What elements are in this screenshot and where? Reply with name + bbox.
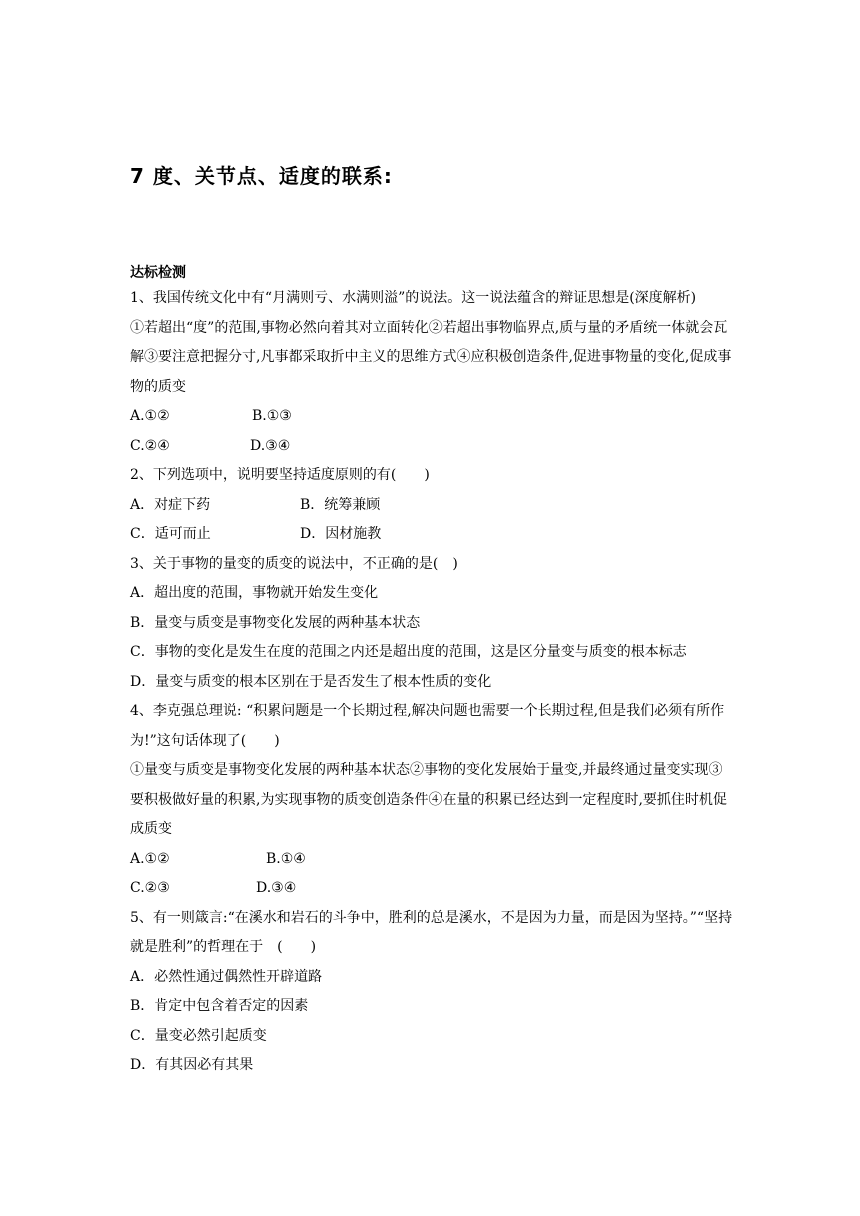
question-3-option-b[interactable]: B．量变与质变是事物变化发展的两种基本状态 (130, 614, 421, 631)
question-2-option-d[interactable]: D．因材施教 (300, 526, 382, 542)
question-1-stem: 1、我国传统文化中有“月满则亏、水满则溢”的说法。这一说法蕴含的辩证思想是(深度解析) (130, 290, 697, 306)
question-1-option-c[interactable]: C.②④ (130, 437, 170, 454)
exercise-content (130, 262, 736, 1081)
question-4-options-row-1 (130, 845, 736, 875)
question-1-statements: ①若超出“度”的范围,事物必然向着其对立面转化②若超出事物临界点,质与量的矛盾统一体就会瓦解③要注意把握分寸,凡事都采取折中主义的思维方式④应积极创造条件,促进事物量的变化,促成事物的质变 (130, 319, 732, 395)
question-1-option-b[interactable]: B.①③ (252, 408, 292, 424)
question-2-stem: 2、下列选项中，说明要坚持适度原则的有( ) (130, 467, 430, 483)
question-2-option-a[interactable]: A．对症下药 (130, 496, 211, 513)
question-2-option-b[interactable]: B．统筹兼顾 (300, 496, 381, 513)
question-4-stem: 4、李克强总理说: “积累问题是一个长期过程,解决问题也需要一个长期过程,但是我们必须有所作为!”这句话体现了( ) (130, 703, 725, 749)
question-4-option-b[interactable]: B.①④ (266, 850, 306, 867)
question-1-option-d[interactable]: D.③④ (250, 437, 291, 454)
question-4-option-c[interactable]: C.②③ (130, 880, 170, 896)
question-3-option-c[interactable]: C．事物的变化是发生在度的范围之内还是超出度的范围，这是区分量变与质变的根本标志 (130, 644, 687, 660)
question-3-option-d[interactable]: D．量变与质变的根本区别在于是否发生了根本性质的变化 (130, 673, 492, 690)
exercise-title: 达标检测 (130, 265, 186, 281)
question-5-option-a[interactable]: A．必然性通过偶然性开辟道路 (130, 968, 323, 985)
section-heading: 7 度、关节点、适度的联系: (130, 164, 393, 188)
question-5-option-c[interactable]: C．量变必然引起质变 (130, 1027, 267, 1044)
question-5-stem: 5、有一则箴言:“在溪水和岩石的斗争中，胜利的总是溪水，不是因为力量，而是因为坚持。”“坚持就是胜利”的哲理在于 ( ) (130, 909, 733, 955)
question-4-statements: ①量变与质变是事物变化发展的两种基本状态②事物的变化发展始于量变,并最终通过量变实现③要积极做好量的积累,为实现事物的质变创造条件④在量的积累已经达到一定程度时,要抓住时机促成质变 (130, 762, 727, 837)
question-3-option-a[interactable]: A．超出度的范围，事物就开始发生变化 (130, 585, 379, 601)
question-1-option-a[interactable]: A.①② (130, 408, 170, 424)
question-5-option-d[interactable]: D．有其因必有其果 (130, 1057, 254, 1073)
question-2-options-row-2 (130, 520, 736, 550)
question-2-option-c[interactable]: C．适可而止 (130, 526, 211, 542)
question-2-options-row-1 (130, 491, 736, 521)
question-4-option-a[interactable]: A.①② (130, 850, 170, 867)
question-4-options-row-2 (130, 874, 736, 904)
question-3-stem: 3、关于事物的量变的质变的说法中，不正确的是( ) (130, 555, 458, 572)
question-4-option-d[interactable]: D.③④ (256, 880, 297, 896)
question-1-options-row-1 (130, 402, 736, 432)
question-1-options-row-2 (130, 432, 736, 462)
question-5-option-b[interactable]: B．肯定中包含着否定的因素 (130, 998, 309, 1014)
